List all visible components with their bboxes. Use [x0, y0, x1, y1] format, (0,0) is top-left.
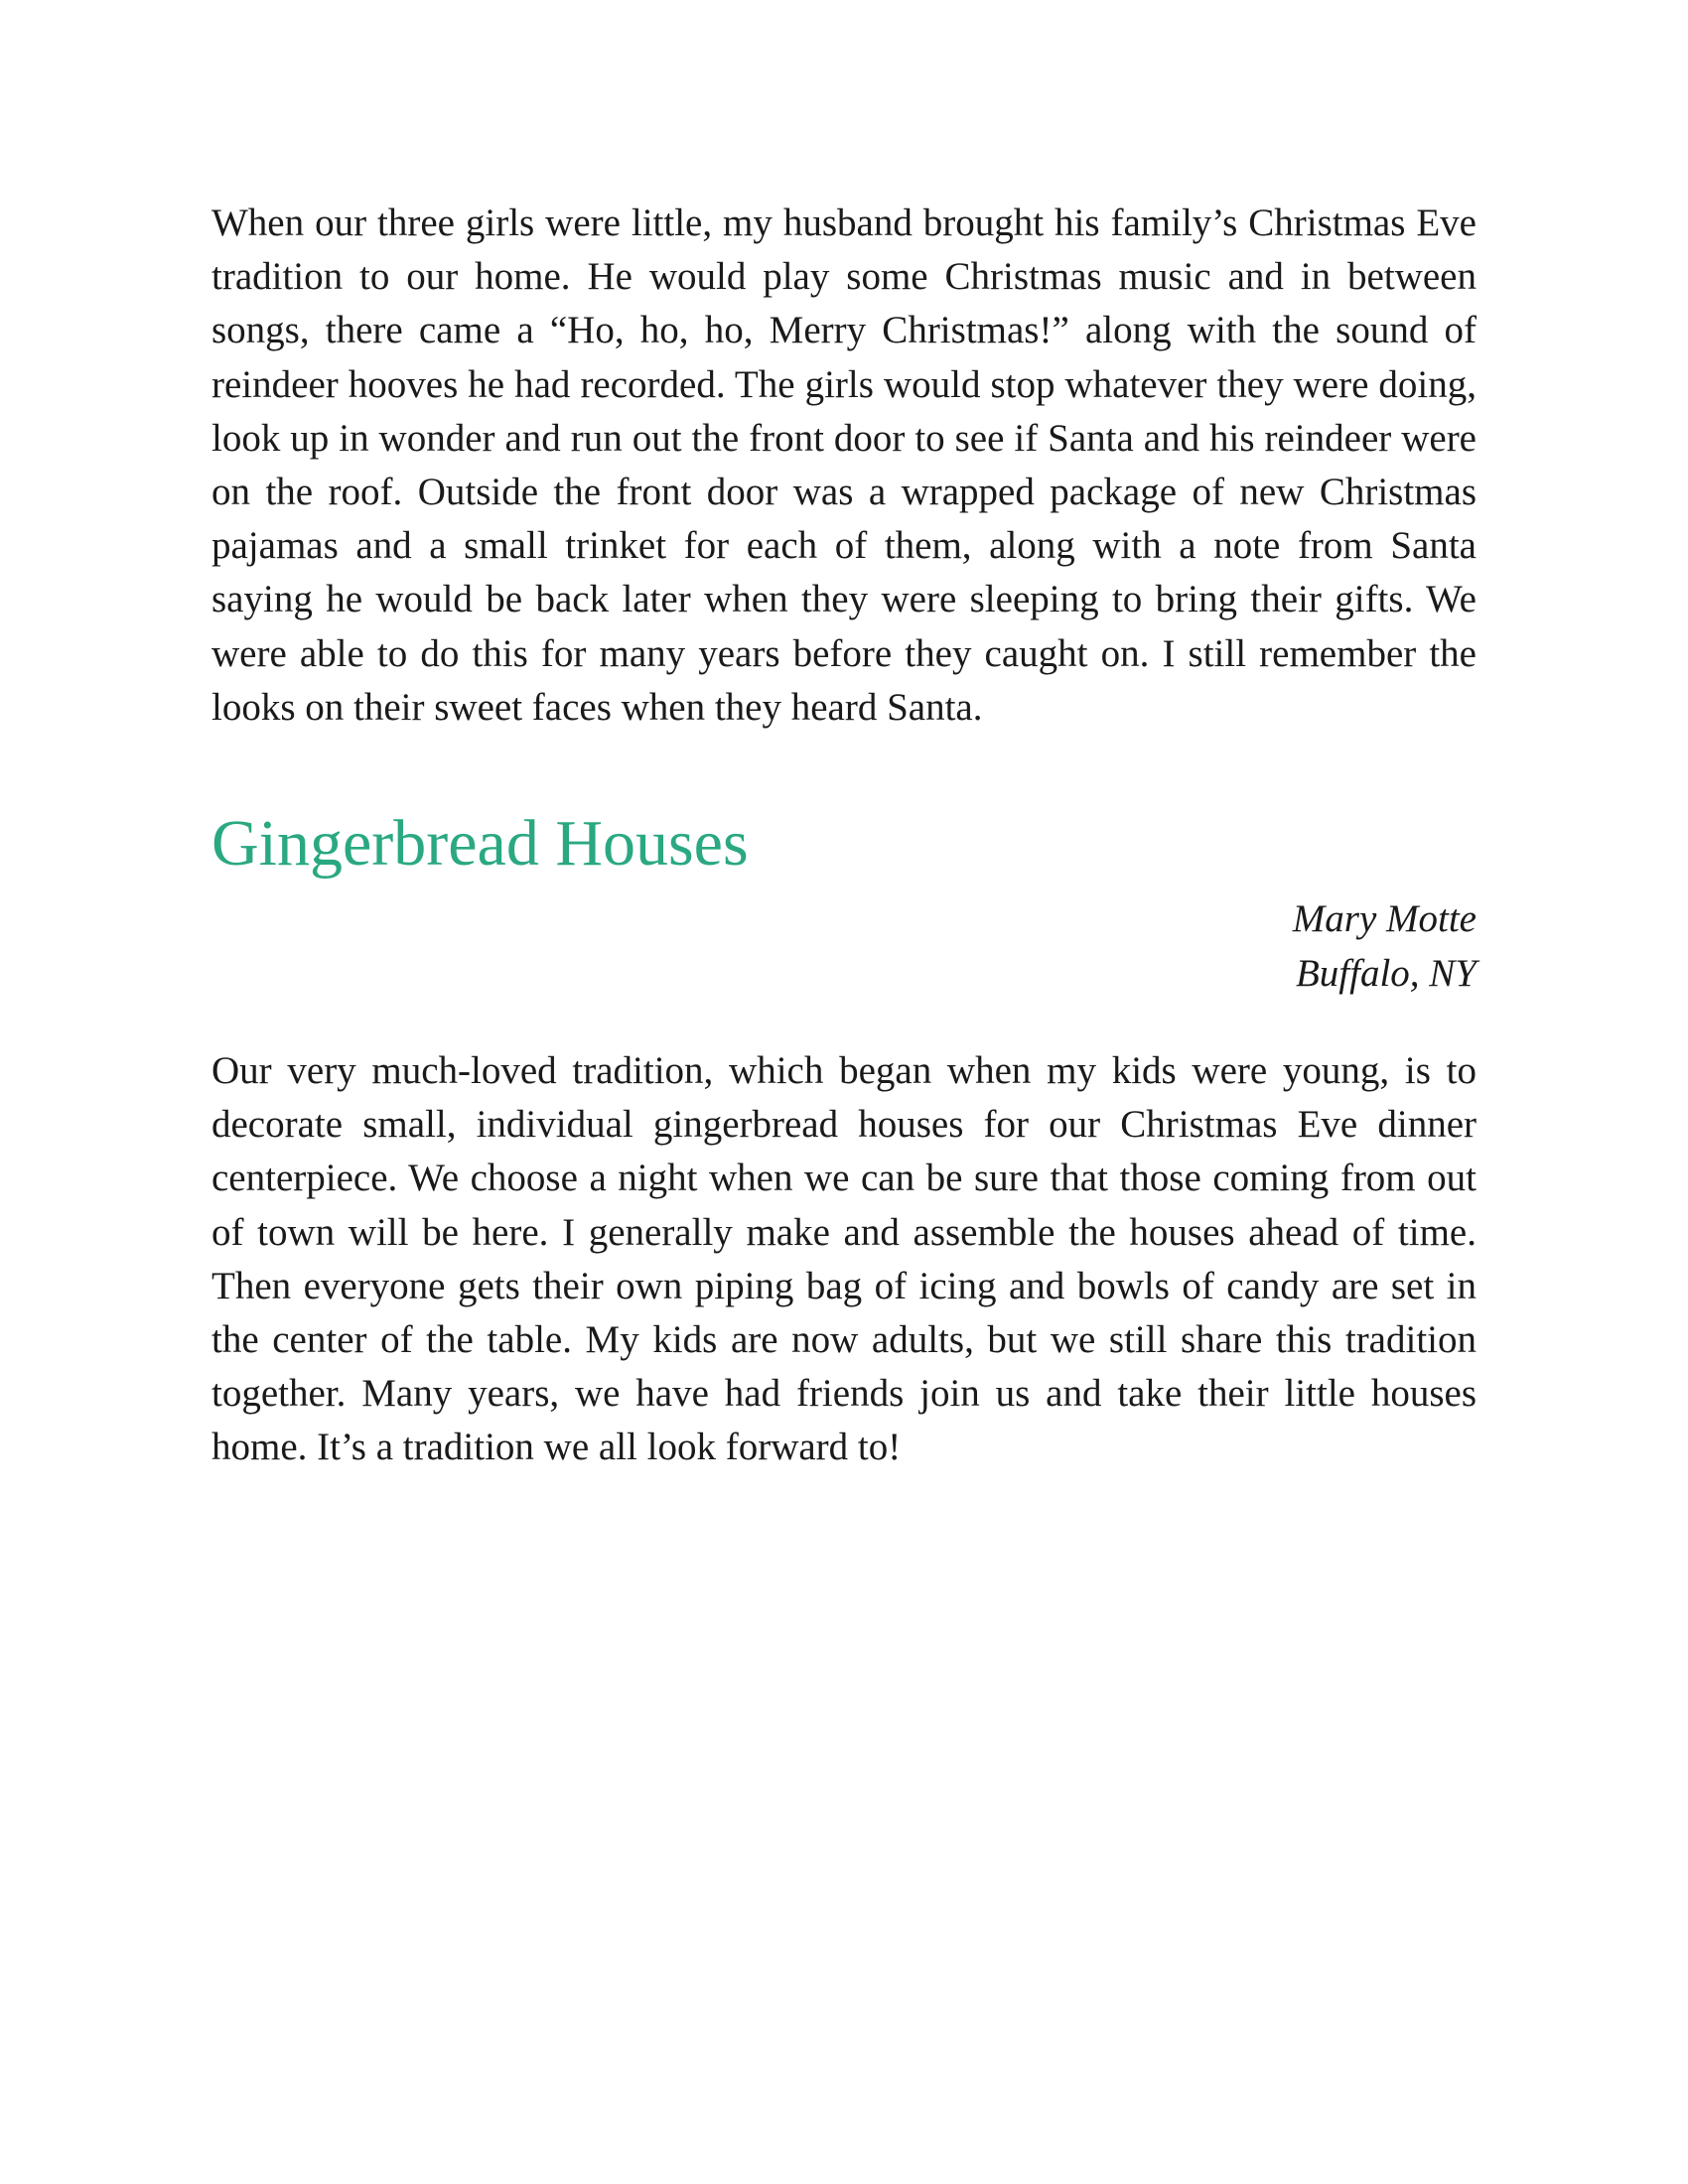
- author-location: Buffalo, NY: [1295, 952, 1477, 996]
- story-paragraph-christmas-eve: When our three girls were little, my husband brought his family’s Christmas Eve tradition to our home. He would play some Christmas music and in between songs, there came a “Ho, ho, ho, Merry Christmas!” along with the sound of reindeer hooves he had recorded. The girls would stop whatever they were doing, look up in wonder and run out the front door to see if Santa and his reindeer were on the roof. Outside the front door was a wrapped package of new Christmas pajamas and a small trinket for each of them, along with a note from Santa saying he would be back later when they were sleeping to bring their gifts. We were able to do this for many years before they caught on. I still remember the looks on their sweet faces when they heard Santa.: [211, 202, 1477, 729]
- page-content: [211, 197, 1477, 1475]
- section-heading-gingerbread-houses: Gingerbread Houses: [211, 807, 749, 881]
- author-byline: [211, 891, 1477, 1001]
- story-paragraph-gingerbread: Our very much-loved tradition, which began when my kids were young, is to decorate small, individual gingerbread houses for our Christmas Eve dinner centerpiece. We choose a night when we can be sure that those coming from out of town will be here. I generally make and assemble the houses ahead of time. Then everyone gets their own piping bag of icing and bowls of candy are set in the center of the table. My kids are now adults, but we still share this tradition together. Many years, we have had friends join us and take their little houses home. It’s a tradition we all look forward to!: [211, 1049, 1477, 1469]
- author-name: Mary Motte: [1292, 897, 1477, 941]
